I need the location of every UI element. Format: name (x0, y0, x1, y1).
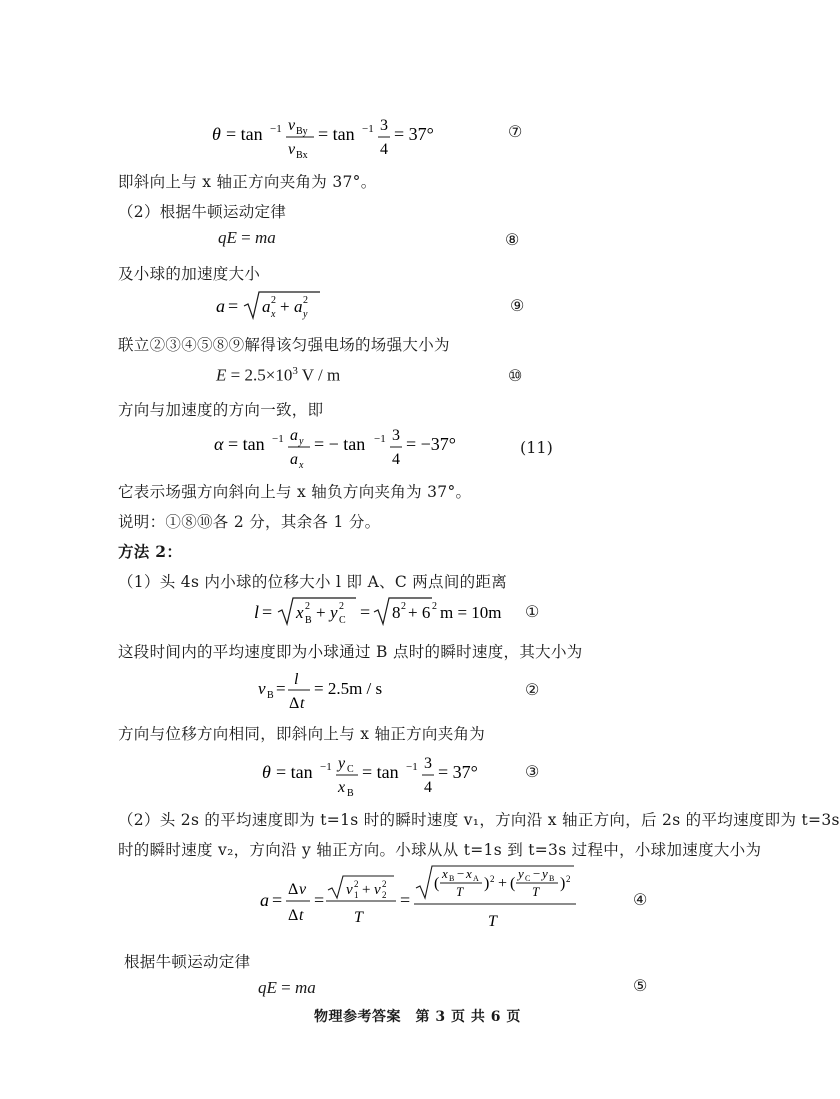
svg-text:): ) (484, 875, 490, 892)
svg-text:t: t (299, 907, 304, 924)
svg-text:+: + (498, 875, 508, 892)
svg-text:C: C (525, 874, 531, 883)
svg-text:= tan: = tan (226, 124, 263, 144)
svg-text:a: a (294, 297, 303, 316)
svg-text:1: 1 (354, 890, 359, 900)
svg-text:−: − (533, 866, 541, 881)
equation-9-render (212, 286, 332, 324)
svg-text:y: y (330, 603, 338, 622)
svg-text:−1: −1 (406, 761, 418, 773)
equation-11-render (212, 424, 472, 470)
equation-m3-render (260, 748, 478, 799)
svg-text:C: C (347, 764, 354, 775)
svg-text:2: 2 (305, 601, 310, 612)
svg-text:= tan: = tan (362, 762, 399, 782)
text-line-2: （2）根据牛顿运动定律 (118, 203, 287, 221)
svg-text:y: y (542, 866, 548, 881)
svg-text:=: = (400, 890, 411, 910)
equation-number-m2: ② (525, 680, 540, 699)
equation-m5: qE = ma (258, 978, 316, 997)
equation-m2-render (256, 664, 426, 714)
equation-m1-render (250, 592, 502, 632)
svg-text:=: = (262, 602, 273, 622)
text-line-11: 方向与位移方向相同，即斜向上与 x 轴正方向夹角为 (118, 725, 486, 743)
equation-number-m4: ④ (633, 890, 648, 909)
svg-text:T: T (456, 884, 464, 899)
svg-text:T: T (532, 884, 540, 899)
svg-text:Δ: Δ (288, 881, 299, 898)
text-line-6: 它表示场强方向斜向上与 x 轴负方向夹角为 37°。 (118, 483, 472, 501)
svg-text:+: + (316, 603, 326, 622)
svg-text:y: y (518, 866, 524, 881)
equation-number-m1: ① (525, 602, 540, 621)
svg-text:2: 2 (432, 601, 437, 612)
svg-text:B: B (347, 788, 354, 799)
equation-number-8: ⑧ (505, 230, 520, 249)
svg-text:l: l (254, 602, 260, 622)
equation-number-7: ⑦ (508, 122, 523, 141)
svg-text:(: ( (510, 875, 516, 892)
text-line-9: （1）头 4s 内小球的位移大小 l 即 A、C 两点间的距离 (118, 573, 508, 591)
equation-m4-render (258, 862, 588, 940)
svg-text:= 2.5m / s: = 2.5m / s (314, 679, 383, 698)
svg-text:a: a (290, 451, 298, 468)
svg-text:a: a (216, 296, 225, 316)
svg-text:v: v (346, 882, 353, 898)
svg-text:B: B (449, 874, 455, 883)
equation-m1 (250, 592, 502, 632)
svg-text:2: 2 (382, 890, 387, 900)
svg-text:= tan: = tan (276, 762, 313, 782)
svg-text:4: 4 (424, 779, 432, 796)
svg-text:2: 2 (339, 601, 344, 612)
equation-8: qE = ma (218, 228, 276, 247)
text-line-13: 时的瞬时速度 v₂，方向沿 y 轴正方向。小球从从 t=1s 到 t=3s 过程中，小球加速度大小为 (118, 841, 762, 859)
text-line-5: 方向与加速度的方向一致，即 (118, 401, 324, 419)
svg-text:v: v (288, 117, 296, 134)
svg-text:−: − (457, 866, 465, 881)
svg-text:4: 4 (392, 451, 400, 468)
svg-text:m = 10m: m = 10m (440, 603, 502, 622)
svg-text:2: 2 (382, 879, 387, 889)
svg-text:2: 2 (271, 295, 276, 306)
svg-text:=: = (272, 890, 283, 910)
svg-text:t: t (300, 695, 305, 712)
svg-text:θ: θ (262, 762, 271, 782)
svg-text:x: x (299, 460, 304, 471)
svg-text:2: 2 (490, 874, 495, 884)
svg-text:= 37°: = 37° (438, 762, 478, 782)
svg-text:2: 2 (566, 874, 571, 884)
svg-text:a: a (290, 427, 298, 444)
text-line-12: （2）头 2s 的平均速度即为 t=1s 时的瞬时速度 v₁，方向沿 x 轴正方向，后 2s 的平均速度即为 t=3s (118, 811, 840, 829)
svg-text:v: v (374, 882, 381, 898)
text-line-14: 根据牛顿运动定律 (124, 953, 251, 971)
svg-text:2: 2 (303, 295, 308, 306)
equation-7-render (210, 110, 450, 160)
svg-text:= − tan: = − tan (314, 434, 366, 454)
equation-11 (212, 424, 472, 470)
svg-text:=: = (314, 890, 325, 910)
svg-text:y: y (338, 755, 346, 772)
svg-text:−1: −1 (270, 123, 282, 135)
svg-text:v: v (258, 679, 266, 698)
text-line-4: 联立②③④⑤⑧⑨解得该匀强电场的场强大小为 (118, 336, 450, 354)
svg-text:Bx: Bx (296, 150, 308, 161)
svg-text:T: T (488, 913, 497, 930)
svg-text:a: a (260, 890, 269, 910)
svg-text:= tan: = tan (228, 434, 265, 454)
svg-text:α: α (214, 434, 224, 454)
equation-7 (210, 110, 450, 160)
svg-text:3: 3 (392, 427, 400, 444)
svg-text:Δ: Δ (289, 695, 300, 712)
svg-text:8: 8 (392, 603, 401, 622)
svg-text:By: By (296, 126, 308, 137)
svg-text:x: x (338, 779, 346, 796)
svg-text:= −37°: = −37° (406, 434, 457, 454)
svg-text:=: = (228, 296, 239, 316)
equation-m4 (258, 862, 588, 940)
svg-text:(: ( (434, 875, 440, 892)
svg-text:+: + (280, 297, 290, 316)
equation-number-m5: ⑤ (633, 976, 648, 995)
equation-number-10: ⑩ (508, 366, 523, 385)
svg-text:v: v (299, 881, 307, 898)
text-line-3: 及小球的加速度大小 (118, 265, 261, 283)
svg-text:v: v (288, 141, 296, 158)
svg-text:A: A (473, 874, 479, 883)
equation-number-m3: ③ (525, 762, 540, 781)
equation-9 (212, 286, 332, 324)
svg-text:2: 2 (354, 879, 359, 889)
equation-10: $E = 2.5\times 10^3$ V / m (216, 365, 341, 385)
svg-text:= 37°: = 37° (394, 124, 434, 144)
svg-text:=: = (360, 602, 371, 622)
svg-text:4: 4 (380, 141, 388, 158)
svg-text:x: x (442, 866, 448, 881)
svg-text:−1: −1 (272, 433, 284, 445)
text-line-7: 说明：①⑧⑩各 2 分，其余各 1 分。 (118, 513, 381, 531)
svg-text:x: x (271, 309, 276, 320)
page-footer: 物理参考答案 第 3 页 共 6 页 (314, 1009, 521, 1025)
svg-text:+ 6: + 6 (408, 603, 431, 622)
svg-text:3: 3 (380, 117, 388, 134)
svg-text:−1: −1 (362, 123, 374, 135)
svg-text:a: a (262, 297, 271, 316)
svg-text:B: B (549, 874, 555, 883)
svg-text:−1: −1 (320, 761, 332, 773)
svg-text:y: y (299, 436, 304, 447)
equation-number-11: (11) (520, 438, 553, 457)
svg-text:−1: −1 (374, 433, 386, 445)
svg-text:T: T (354, 909, 363, 926)
svg-text:l: l (294, 671, 299, 688)
svg-text:x: x (296, 603, 304, 622)
svg-text:Δ: Δ (288, 907, 299, 924)
equation-m3 (260, 748, 478, 799)
svg-text:B: B (305, 615, 312, 626)
text-line-10: 这段时间内的平均速度即为小球通过 B 点时的瞬时速度，其大小为 (118, 643, 583, 661)
svg-text:x: x (466, 866, 472, 881)
svg-text:): ) (560, 875, 566, 892)
svg-text:θ: θ (212, 124, 221, 144)
svg-text:2: 2 (401, 601, 406, 612)
text-line-1: 即斜向上与 x 轴正方向夹角为 37°。 (118, 173, 377, 191)
svg-text:+: + (362, 882, 371, 898)
svg-text:= tan: = tan (318, 124, 355, 144)
equation-number-9: ⑨ (510, 296, 525, 315)
svg-text:y: y (303, 309, 308, 320)
svg-text:=: = (276, 679, 286, 698)
svg-text:C: C (339, 615, 346, 626)
method-2-heading: 方法 2： (118, 542, 183, 561)
svg-text:3: 3 (424, 755, 432, 772)
equation-m2 (256, 664, 426, 714)
svg-text:B: B (267, 690, 274, 701)
